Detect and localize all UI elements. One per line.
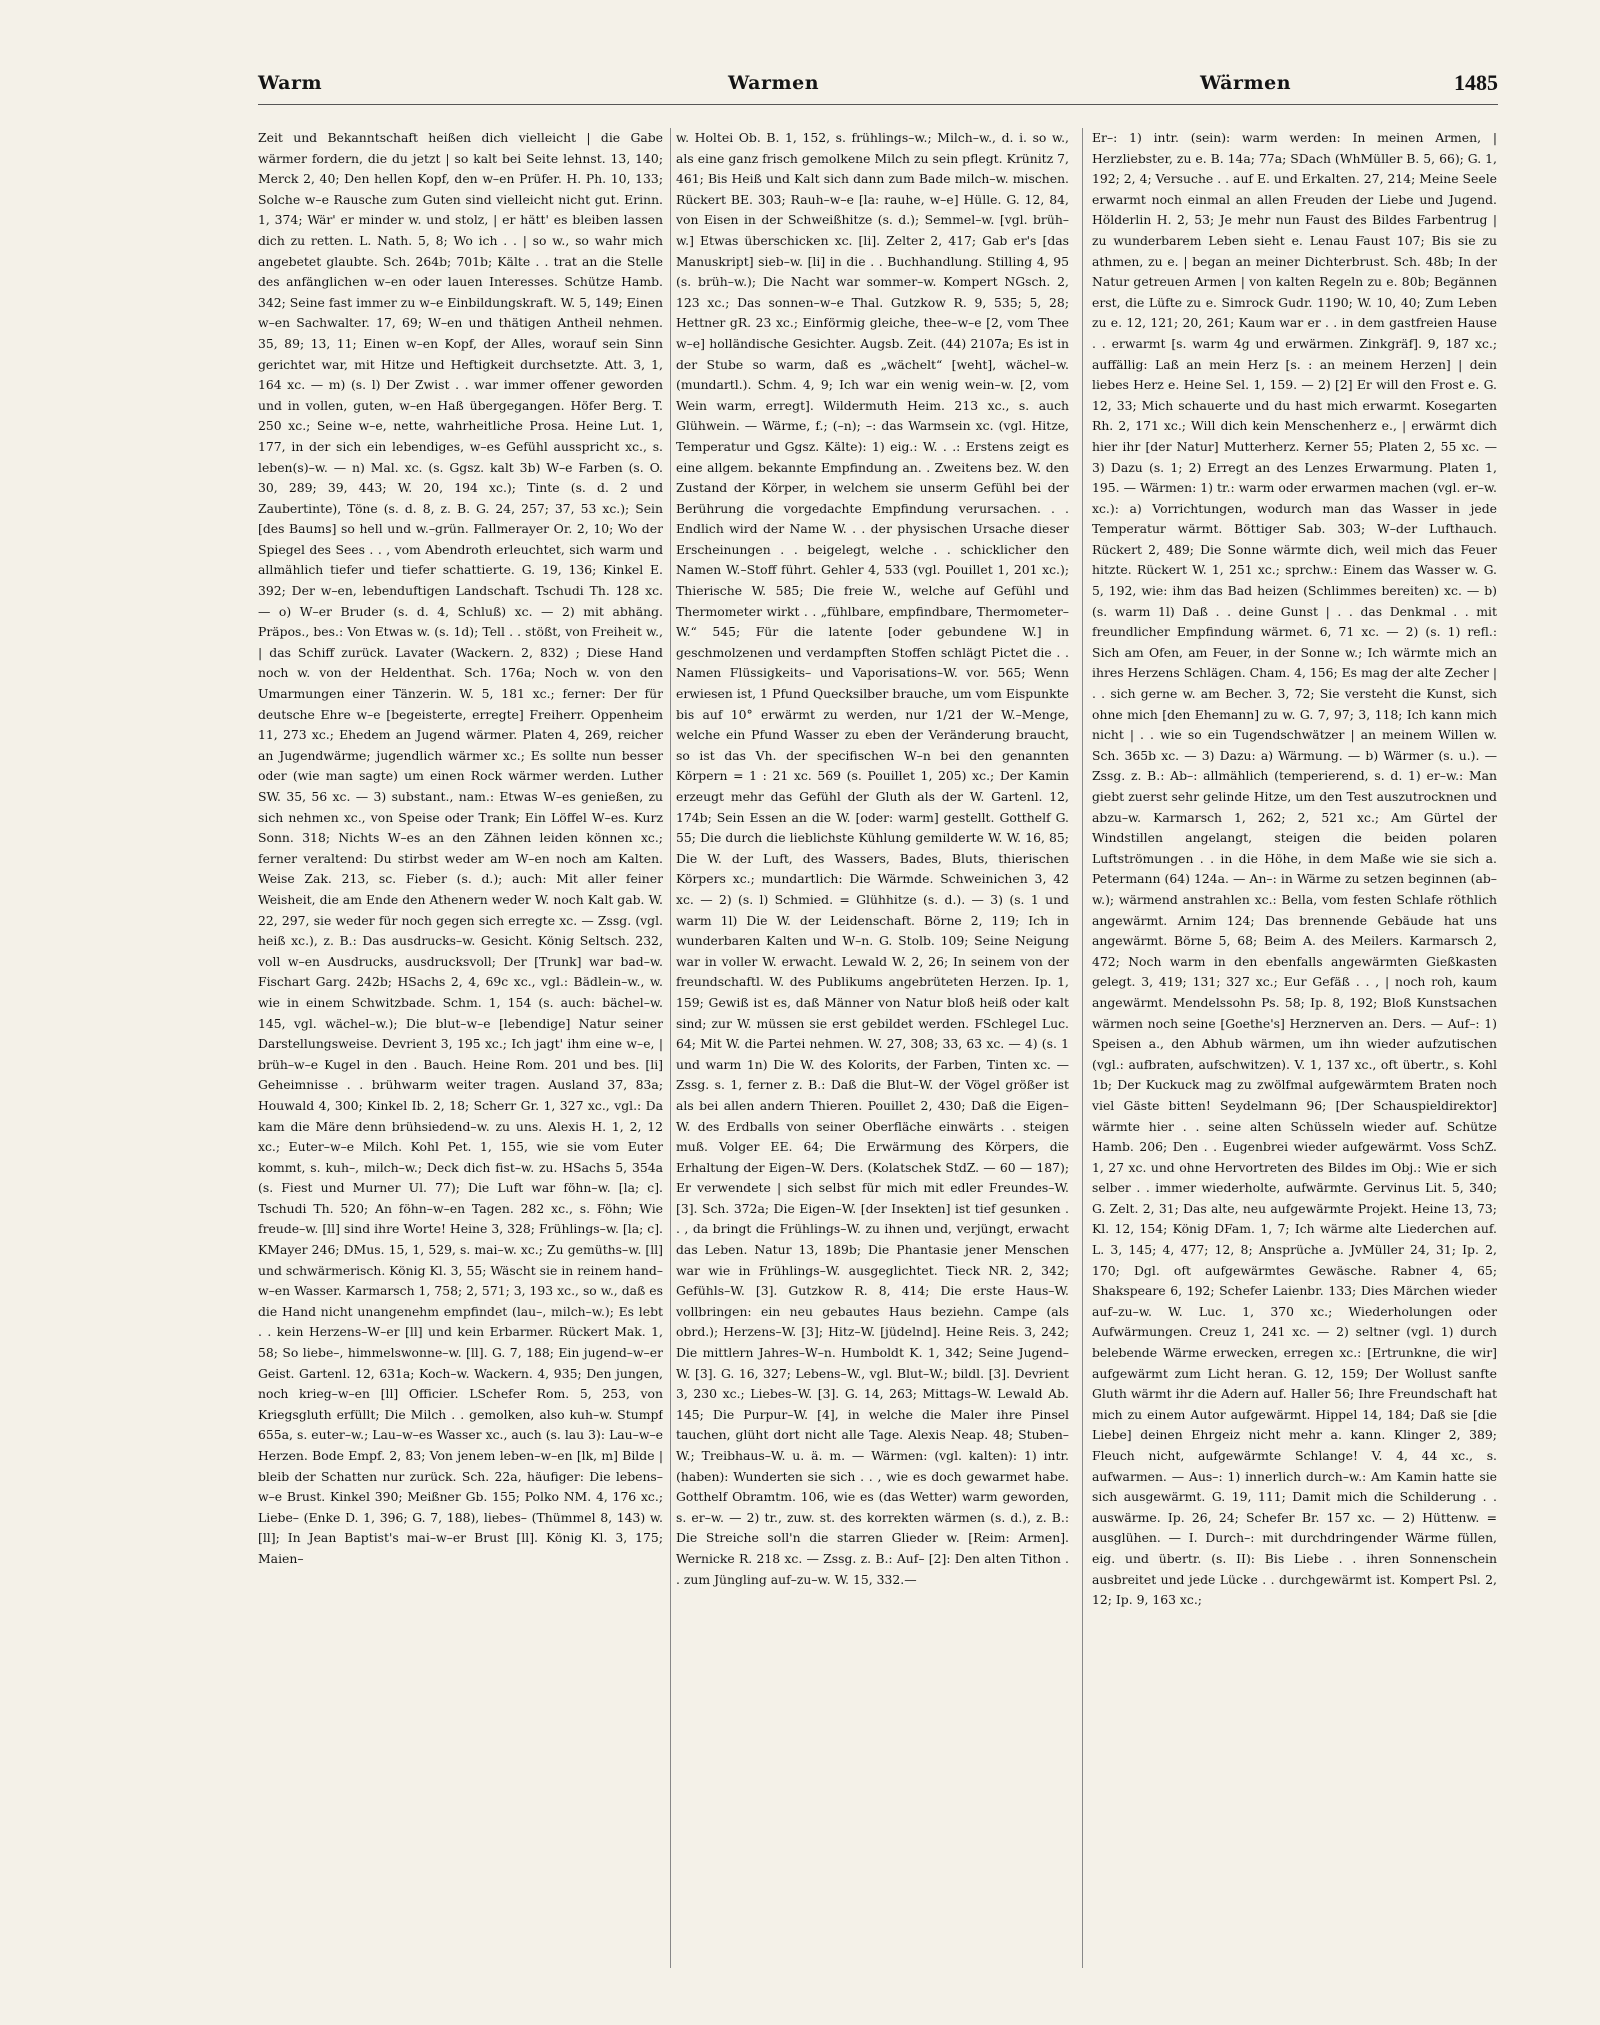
column-divider (670, 128, 671, 1968)
text-column-middle (676, 128, 1069, 1978)
text-column-right (1092, 128, 1497, 1978)
column-text: Er–: 1) intr. (sein): warm werden: In meinen Armen, | Herzliebster, zu e. B. 14a; 77a; SDach (WhMüller B. 5, 66); G. 1, 192; 2, 4; Versuche . . auf E. und Erkalten. 27, 214; Meine Seele erwarmt noch einmal an allen Freuden der Liebe und Jugend. Hölderlin H. 2, 53; Je mehr nun Faust des Bildes Farbentrug | zu wunderbarem Leben sieht e. Lenau Faust 107; Bis sie zu athmen, zu e. | began an meiner Dichterbrust. Sch. 48b; In der Natur getreuen Armen | von kalten Regeln zu e. 80b; Begännen erst, die Lüfte zu e. Simrock Gudr. 1190; W. 10, 40; Zum Leben zu e. 12, 121; 20, 261; Kaum war er . . in dem gastfreien Hause . . erwarmt [s. warm 4g und erwärmen. Zinkgräf]. 9, 187 xc.; auffällig: Laß an mein Herz [s. : an meinem Herzen] | dein liebes Herz e. Heine Sel. 1, 159. — 2) [2] Er will den Frost e. G. 12, 33; Mich schauerte und du hast mich erwarmt. Kosegarten Rh. 2, 171 xc.; Will dich kein Menschenherz e., | erwärmt dich hier ihr [der Natur] Mutterherz. Kerner 55; Platen 2, 55 xc. — 3) Dazu (s. 1; 2) Erregt an des Lenzes Erwarmung. Platen 1, 195. — Wärmen: 1) tr.: warm oder erwarmen machen (vgl. er–w. xc.): a) Vorrichtungen, wodurch man das Wasser in jede Temperatur wärmt. Böttiger Sab. 303; W–der Lufthauch. Rückert 2, 489; Die Sonne wärmte dich, weil mich das Feuer hitzte. Rückert W. 1, 251 xc.; sprchw.: Einem das Wasser w. G. 5, 192, wie: ihm das Bad heizen (Schlimmes bereiten) xc. — b) (s. warm 1l) Daß . . deine Gunst | . . das Denkmal . . mit freundlicher Empfindung wärmet. 6, 71 xc. — 2) (s. 1) refl.: Sich am Ofen, am Feuer, in der Sonne w.; Ich wärmte mich an ihres Herzens Schlägen. Cham. 4, 156; Es mag der alte Zecher | . . sich gerne w. am Becher. 3, 72; Sie versteht die Kunst, sich ohne mich [den Ehemann] zu w. G. 7, 97; 3, 118; Ich kann mich nicht | . . wie so ein Tugendschwätzer | an meinem Willen w. Sch. 365b xc. — 3) Dazu: a) Wärmung. — b) Wärmer (s. u.). — Zssg. z. B.: Ab–: allmählich (temperierend, s. d. 1) er–w.: Man giebt zuerst sehr gelinde Hitze, um den Test auszutrocknen und abzu–w. Karmarsch 1, 262; 2, 521 xc.; Am Gürtel der Windstillen angelangt, steigen die beiden polaren Luftströmungen . . in die Höhe, in dem Maße wie sie sich a. Petermann (64) 124a. — An–: in Wärme zu setzen beginnen (ab–w.); wärmend anstrahlen xc.: Bella, vom festen Schlafe röthlich angewärmt. Arnim 124; Das brennende Gebäude hat uns angewärmt. Börne 5, 68; Beim A. des Meilers. Karmarsch 2, 472; Noch warm in den ebenfalls angewärmten Gießkasten gelegt. 3, 419; 131; 327 xc.; Eur Gefäß . . , | noch roh, kaum angewärmt. Mendelssohn Ps. 58; Ip. 8, 192; Bloß Kunstsachen wärmen noch seine [Goethe's] Herznerven an. Ders. — Auf–: 1) Speisen a., den Abhub wärmen, um ihn wieder aufzutischen (vgl.: aufbraten, aufschwitzen). V. 1, 137 xc., oft übertr., s. Kohl 1b; Der Kuckuck mag zu zwölfmal aufgewärmtem Braten noch viel Gäste bitten! Seydelmann 96; [Der Schauspieldirektor] wärmte hier . . seine alten Schüsseln wieder auf. Schütze Hamb. 206; Den . . Eugenbrei wieder aufgewärmt. Voss SchZ. 1, 27 xc. und ohne Hervortreten des Bildes im Obj.: Wie er sich selber . . immer wiederholte, aufwärmte. Gervinus Lit. 5, 340; G. Zelt. 2, 31; Das alte, neu aufgewärmte Projekt. Heine 13, 73; Kl. 12, 154; König DFam. 1, 7; Ich wärme alte Liederchen auf. L. 3, 145; 4, 477; 12, 8; Ansprüche a. JvMüller 24, 31; Ip. 2, 170; Dgl. oft aufgewärmtes Gewäsche. Rabner 4, 65; Shakspeare 6, 192; Schefer Laienbr. 133; Dies Märchen wieder auf–zu–w. W. Luc. 1, 370 xc.; Wiederholungen oder Aufwärmungen. Creuz 1, 241 xc. — 2) seltner (vgl. 1) durch belebende Wärme erwecken, erregen xc.: [Ertrunkne, die wir] aufgewärmt zum Licht heran. G. 12, 159; Der Wollust sanfte Gluth wärmt ihr die Adern auf. Haller 56; Ihre Freundschaft hat mich zu einem Autor aufgewärmt. Hippel 14, 184; Daß sie [die Liebe] deinen Ehrgeiz nicht mehr a. kann. Klinger 2, 389; Fleuch nicht, aufgewärmte Schlange! V. 4, 44 xc., s. aufwarmen. — Aus–: 1) innerlich durch–w.: Am Kamin hatte sie sich ausgewärmt. G. 19, 111; Damit mich die Schilderung . . auswärme. Ip. 26, 24; Schefer Br. 157 xc. — 2) Hüttenw. = ausglühen. — I. Durch–: mit durchdringender Wärme füllen, eig. und übertr. (s. II): Bis Liebe . . ihren Sonnenschein ausbreitet und jede Lücke . . durchgewärmt ist. Kompert Psl. 2, 12; Ip. 9, 163 xc.; (1092, 130, 1497, 1608)
header-middle-word: Warmen (728, 72, 820, 94)
header-right-word: Wärmen (1200, 72, 1292, 94)
page-header (258, 72, 1498, 112)
column-divider (1082, 128, 1083, 1968)
text-column-left (258, 128, 663, 1978)
header-rule (258, 104, 1498, 105)
page-number: 1485 (1454, 70, 1498, 95)
column-text: Zeit und Bekanntschaft heißen dich vielleicht | die Gabe wärmer fordern, die du jetzt | so kalt bei Seite lehnst. 13, 140; Merck 2, 40; Den hellen Kopf, den w–en Prüfer. H. Ph. 10, 133; Solche w–e Rausche zum Guten sind vielleicht nicht gut. Erinn. 1, 374; Wär' er minder w. und stolz, | er hätt' es bleiben lassen dich zu retten. L. Nath. 5, 8; Wo ich . . | so w., so wahr mich angebetet glaubte. Sch. 264b; 701b; Kälte . . trat an die Stelle des anfänglichen w–en oder lauen Interesses. Schütze Hamb. 342; Seine fast immer zu w–e Einbildungskraft. W. 5, 149; Einen w–en Sachwalter. 17, 69; W–en und thätigen Antheil nehmen. 35, 89; 13, 11; Einen w–en Kopf, der Alles, worauf sein Sinn gerichtet war, mit Hitze und Heftigkeit durchsetzte. Att. 3, 1, 164 xc. — m) (s. l) Der Zwist . . war immer offener geworden und in vollen, guten, w–en Haß übergegangen. Höfer Berg. T. 250 xc.; Seine w–e, nette, wahrheitliche Prosa. Heine Lut. 1, 177, in der sich ein lebendiges, w–es Gefühl ausspricht xc., s. leben(s)–w. — n) Mal. xc. (s. Ggsz. kalt 3b) W–e Farben (s. O. 30, 289; 39, 443; W. 20, 194 xc.); Tinte (s. d. 2 und Zaubertinte), Töne (s. d. 8, z. B. G. 24, 257; 37, 53 xc.); Sein [des Baums] so hell und w.–grün. Fallmerayer Or. 2, 10; Wo der Spiegel des Sees . . , vom Abendroth erleuchtet, sich warm und allmählich tiefer und tiefer schattierte. G. 19, 136; Kinkel E. 392; Der w–en, lebenduftigen Landschaft. Tschudi Th. 128 xc. — o) W–er Bruder (s. d. 4, Schluß) xc. — 2) mit abhäng. Präpos., bes.: Von Etwas w. (s. 1d); Tell . . stößt, von Freiheit w., | das Schiff zurück. Lavater (Wackern. 2, 832) ; Diese Hand noch w. von der Heldenthat. Sch. 176a; Noch w. von den Umarmungen einer Tänzerin. W. 5, 181 xc.; ferner: Der für deutsche Ehre w–e [begeisterte, erregte] Freiherr. Oppenheim 11, 273 xc.; Ehedem an Jugend wärmer. Platen 4, 269, reicher an Jugendwärme; jugendlich wärmer xc.; Es sollte nun besser oder (wie man sagte) um einen Rock wärmer werden. Luther SW. 35, 56 xc. — 3) substant., nam.: Etwas W–es genießen, zu sich nehmen xc., von Speise oder Trank; Ein Löffel W–es. Kurz Sonn. 318; Nichts W–es an den Zähnen leiden können xc.; ferner veraltend: Du stirbst weder am W–en noch am Kalten. Weise Zak. 213, sc. Fieber (s. d.); auch: Mit aller feiner Weisheit, die am Ende den Athenern weder W. noch Kalt gab. W. 22, 297, sie weder für noch gegen sich erregte xc. — Zssg. (vgl. heiß xc.), z. B.: Das ausdrucks–w. Gesicht. König Seltsch. 232, voll w–en Ausdrucks, ausdrucksvoll; Der [Trunk] war bad–w. Fischart Garg. 242b; HSachs 2, 4, 69c xc., vgl.: Bädlein–w., w. wie in einem Schwitzbade. Schm. 1, 154 (s. auch: bächel–w. 145, vgl. wächel–w.); Die blut–w–e [lebendige] Natur seiner Darstellungsweise. Devrient 3, 195 xc.; Ich jagt' ihm eine w–e, | brüh–w–e Kugel in den . Bauch. Heine Rom. 201 und bes. [li] Geheimnisse . . brühwarm weiter tragen. Ausland 37, 83a; Houwald 4, 300; Kinkel Ib. 2, 18; Scherr Gr. 1, 327 xc., vgl.: Da kam die Märe denn brühsiedend–w. zu uns. Alexis H. 1, 2, 12 xc.; Euter–w–e Milch. Kohl Pet. 1, 155, wie sie vom Euter kommt, s. kuh–, milch–w.; Deck dich fist–w. zu. HSachs 5, 354a (s. Fiest und Murner Ul. 77); Die Luft war föhn–w. [la; c]. Tschudi Th. 520; An föhn–w–en Tagen. 282 xc., s. Föhn; Wie freude–w. [ll] sind ihre Worte! Heine 3, 328; Frühlings–w. [la; c]. KMayer 246; DMus. 15, 1, 529, s. mai–w. xc.; Zu gemüths–w. [ll] und schwärmerisch. König Kl. 3, 55; Wäscht sie in reinem hand–w–en Wasser. Karmarsch 1, 758; 2, 571; 3, 193 xc., so w., daß es die Hand nicht unangenehm empfindet (lau–, milch–w.); Es lebt . . kein Herzens–W–er [ll] und kein Erbarmer. Rückert Mak. 1, 58; So liebe–, himmelswonne–w. [ll]. G. 7, 188; Ein jugend–w–er Geist. Gartenl. 12, 631a; Koch–w. Wackern. 4, 935; Den jungen, noch krieg–w–en [ll] Officier. LSchefer Rom. 5, 253, von Kriegsgluth erfüllt; Die Milch . . gemolken, also kuh–w. Stumpf 655a, s. euter–w.; Lau–w–es Wasser xc., auch (s. lau 3): Lau–w–e Herzen. Bode Empf. 2, 83; Von jenem leben–w–en [lk, m] Bilde | bleib der Schatten nur zurück. Sch. 22a, häufiger: Die lebens–w–e Brust. Kinkel 390; Meißner Gb. 155; Polko NM. 4, 176 xc.; Liebe– (Enke D. 1, 396; G. 7, 188), liebes– (Thümmel 8, 143) w. [ll]; In Jean Baptist's mai–w–er Brust [ll]. König Kl. 3, 175; Maien– (258, 130, 663, 1566)
header-left-word: Warm (258, 72, 323, 94)
column-text: w. Holtei Ob. B. 1, 152, s. frühlings–w.; Milch–w., d. i. so w., als eine ganz frisch gemolkene Milch zu sein pflegt. Krünitz 7, 461; Bis Heiß und Kalt sich dann zum Bade milch–w. mischen. Rückert BE. 303; Rauh–w–e [la: rauhe, w–e] Hülle. G. 12, 84, von Eisen in der Schweißhitze (s. d.); Semmel–w. [vgl. brüh–w.] Etwas überschicken xc. [li]. Zelter 2, 417; Gab er's [das Manuskript] sieb–w. [li] in die . . Buchhandlung. Stilling 4, 95 (s. brüh–w.); Die Nacht war sommer–w. Kompert NGsch. 2, 123 xc.; Das sonnen–w–e Thal. Gutzkow R. 9, 535; 5, 28; Hettner gR. 23 xc.; Einförmig gleiche, thee–w–e [2, vom Thee w–e] holländische Gesichter. Augsb. Zeit. (44) 2107a; Es ist in der Stube so warm, daß es „wächelt“ [weht], wächel–w. (mundartl.). Schm. 4, 9; Ich war ein wenig wein–w. [2, vom Wein warm, erregt]. Wildermuth Heim. 213 xc., s. auch Glühwein. — Wärme, f.; (–n); –: das Warmsein xc. (vgl. Hitze, Temperatur und Ggsz. Kälte): 1) eig.: W. . .: Erstens zeigt es eine allgem. bekannte Empfindung an. . Zweitens bez. W. den Zustand der Körper, in welchem sie unserm Gefühl bei der Berührung die vorgedachte Empfindung verursachen. . . Endlich wird der Name W. . . der physischen Ursache dieser Erscheinungen . . beigelegt, welche . . schicklicher den Namen W.–Stoff führt. Gehler 4, 533 (vgl. Pouillet 1, 201 xc.); Thierische W. 585; Die freie W., welche auf Gefühl und Thermometer wirkt . . „fühlbare, empfindbare, Thermometer–W.“ 545; Für die latente [oder gebundene W.] in geschmolzenen und verdampften Stoffen schlägt Pictet die . . Namen Flüssigkeits– und Vaporisations–W. vor. 565; Wenn erwiesen ist, 1 Pfund Quecksilber brauche, um vom Eispunkte bis auf 10° erwärmt zu werden, nur 1/21 der W.–Menge, welche ein Pfund Wasser zu eben der Veränderung braucht, so ist das Vh. der specifischen W–n bei den genannten Körpern = 1 : 21 xc. 569 (s. Pouillet 1, 205) xc.; Der Kamin erzeugt mehr das Gefühl der Gluth als der W. Gartenl. 12, 174b; Sein Essen an die W. [oder: warm] gestellt. Gotthelf G. 55; Die durch die lieblichste Kühlung gemilderte W. W. 16, 85; Die W. der Luft, des Wassers, Bades, Bluts, thierischen Körpers xc.; mundartlich: Die Wärmde. Schweinichen 3, 42 xc. — 2) (s. l) Schmied. = Glühhitze (s. d.). — 3) (s. 1 und warm 1l) Die W. der Leidenschaft. Börne 2, 119; Ich in wunderbaren Kalten und W–n. G. Stolb. 109; Seine Neigung war in voller W. erwacht. Lewald W. 2, 26; In seinem von der freundschaftl. W. des Publikums angebrüteten Herzen. Ip. 1, 159; Gewiß ist es, daß Männer von Natur bloß heiß oder kalt sind; zur W. müssen sie erst gebildet werden. FSchlegel Luc. 64; Mit W. die Partei nehmen. W. 27, 308; 33, 63 xc. — 4) (s. 1 und warm 1n) Die W. des Kolorits, der Farben, Tinten xc. — Zssg. s. 1, ferner z. B.: Daß die Blut–W. der Vögel größer ist als bei allen andern Thieren. Pouillet 2, 430; Daß die Eigen–W. des Erdballs von seiner Oberfläche einwärts . . steigen muß. Volger EE. 64; Die Erwärmung des Körpers, die Erhaltung der Eigen–W. Ders. (Kolatschek StdZ. — 60 — 187); Er verwendete | sich selbst für mich mit edler Freundes–W. [3]. Sch. 372a; Die Eigen–W. [der Insekten] ist tief gesunken . . , da bringt die Frühlings–W. zu ihnen und, verjüngt, erwacht das Leben. Natur 13, 189b; Die Phantasie jener Menschen war wie in Frühlings–W. ausgeglichtet. Tieck NR. 2, 342; Gefühls–W. [3]. Gutzkow R. 8, 414; Die erste Haus–W. vollbringen: ein neu gebautes Haus beziehn. Campe (als obrd.); Herzens–W. [3]; Hitz–W. [jüdelnd]. Heine Reis. 3, 242; Die mittlern Jahres–W–n. Humboldt K. 1, 342; Seine Jugend–W. [3]. G. 16, 327; Lebens–W., vgl. Blut–W.; bildl. [3]. Devrient 3, 230 xc.; Liebes–W. [3]. G. 14, 263; Mittags–W. Lewald Ab. 145; Die Purpur–W. [4], in welche die Maler ihre Pinsel tauchen, glüht dort nicht alle Tage. Alexis Neap. 48; Stuben–W.; Treibhaus–W. u. ä. m. — Wärmen: (vgl. kalten): 1) intr. (haben): Wunderten sie sich . . , wie es doch gewarmet habe. Gotthelf Obramtm. 106, wie es (das Wetter) warm geworden, s. er–w. — 2) tr., zuw. st. des korrekten wärmen (s. d.), z. B.: Die Streiche soll'n die starren Glieder w. [Reim: Armen]. Wernicke R. 218 xc. — Zssg. z. B.: Auf– [2]: Den alten Tithon . . zum Jüngling auf–zu–w. W. 15, 332.— (676, 130, 1069, 1587)
